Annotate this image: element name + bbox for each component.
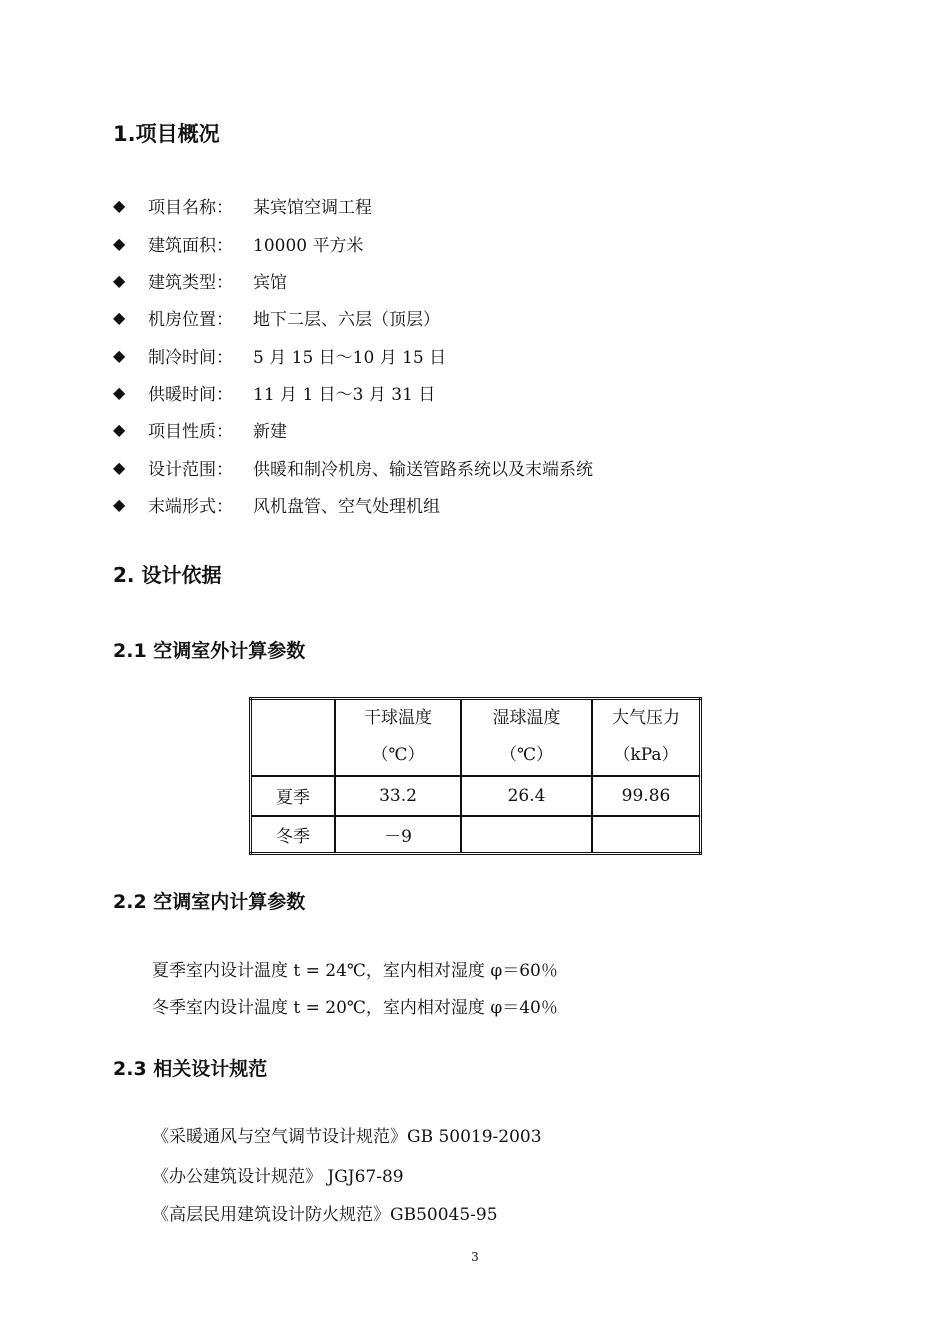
list-item bbox=[113, 377, 435, 407]
item-label: 项目名称： bbox=[148, 197, 233, 218]
subsection-2-3-title: 2.3 相关设计规范 bbox=[113, 1058, 268, 1080]
diamond-bullet-icon: ◆ bbox=[113, 233, 126, 253]
table-cell bbox=[461, 816, 592, 854]
list-item bbox=[113, 302, 440, 332]
table-cell: 夏季 bbox=[251, 776, 336, 816]
table-cell bbox=[592, 816, 701, 854]
item-label: 建筑面积： bbox=[148, 235, 233, 256]
table-row bbox=[251, 776, 701, 816]
item-value: 10000 平方米 bbox=[253, 235, 364, 256]
header-line: 干球温度 bbox=[364, 708, 432, 729]
diamond-bullet-icon: ◆ bbox=[113, 419, 126, 439]
table-cell: 冬季 bbox=[251, 816, 336, 854]
table-header-cell bbox=[592, 699, 701, 776]
item-label: 建筑类型： bbox=[148, 272, 233, 293]
diamond-bullet-icon: ◆ bbox=[113, 270, 126, 290]
diamond-bullet-icon: ◆ bbox=[113, 457, 126, 477]
item-value: 风机盘管、空气处理机组 bbox=[253, 496, 440, 517]
table-row bbox=[251, 816, 701, 854]
item-value: 供暖和制冷机房、输送管路系统以及末端系统 bbox=[253, 459, 593, 480]
outdoor-parameters-table bbox=[249, 697, 702, 855]
header-unit: （℃） bbox=[499, 745, 554, 766]
item-value: 11 月 1 日～3 月 31 日 bbox=[253, 384, 436, 405]
summer-indoor-parameters: 夏季室内设计温度 t = 24℃，室内相对湿度 φ＝60％ bbox=[152, 961, 558, 981]
list-item bbox=[113, 190, 372, 220]
section1-title: 1.项目概况 bbox=[113, 122, 220, 146]
header-unit: （kPa） bbox=[613, 745, 679, 766]
table-cell: －9 bbox=[335, 816, 461, 854]
page-number: 3 bbox=[471, 1250, 479, 1264]
subsection-2-1-title: 2.1 空调室外计算参数 bbox=[113, 640, 306, 662]
item-value: 某宾馆空调工程 bbox=[253, 197, 372, 218]
diamond-bullet-icon: ◆ bbox=[113, 195, 126, 215]
header-line: 湿球温度 bbox=[492, 708, 561, 729]
item-label: 制冷时间： bbox=[148, 347, 233, 368]
winter-indoor-parameters: 冬季室内设计温度 t = 20℃，室内相对湿度 φ＝40％ bbox=[152, 998, 558, 1018]
header-line: 大气压力 bbox=[612, 708, 680, 729]
section2-title: 2. 设计依据 bbox=[113, 563, 222, 587]
item-label: 供暖时间： bbox=[148, 384, 233, 405]
diamond-bullet-icon: ◆ bbox=[113, 345, 126, 365]
list-item bbox=[113, 452, 593, 482]
table-header-cell bbox=[461, 699, 592, 776]
item-label: 末端形式： bbox=[148, 496, 233, 517]
table-cell: 26.4 bbox=[461, 776, 592, 816]
subsection-2-2-title: 2.2 空调室内计算参数 bbox=[113, 891, 306, 913]
item-value: 5 月 15 日～10 月 15 日 bbox=[253, 347, 447, 368]
item-label: 机房位置： bbox=[148, 309, 233, 330]
list-item bbox=[113, 265, 287, 295]
item-label: 设计范围： bbox=[148, 459, 233, 480]
item-value: 宾馆 bbox=[253, 272, 287, 293]
list-item bbox=[113, 228, 363, 258]
item-value: 地下二层、六层（顶层） bbox=[253, 309, 440, 330]
list-item bbox=[113, 489, 440, 519]
item-value: 新建 bbox=[253, 421, 287, 442]
diamond-bullet-icon: ◆ bbox=[113, 307, 126, 327]
table-cell: 33.2 bbox=[335, 776, 461, 816]
list-item bbox=[113, 414, 287, 444]
diamond-bullet-icon: ◆ bbox=[113, 382, 126, 402]
item-label: 项目性质： bbox=[148, 421, 233, 442]
reference-item: 《采暖通风与空气调节设计规范》GB 50019-2003 bbox=[152, 1127, 542, 1147]
reference-item: 《办公建筑设计规范》 JGJ67-89 bbox=[152, 1167, 404, 1187]
table-cell: 99.86 bbox=[592, 776, 701, 816]
reference-item: 《高层民用建筑设计防火规范》GB50045-95 bbox=[152, 1205, 498, 1225]
table-header-cell bbox=[335, 699, 461, 776]
table-header-row bbox=[251, 699, 701, 776]
header-unit: （℃） bbox=[371, 745, 425, 766]
diamond-bullet-icon: ◆ bbox=[113, 494, 126, 514]
list-item bbox=[113, 340, 446, 370]
table-header-cell bbox=[251, 699, 336, 776]
